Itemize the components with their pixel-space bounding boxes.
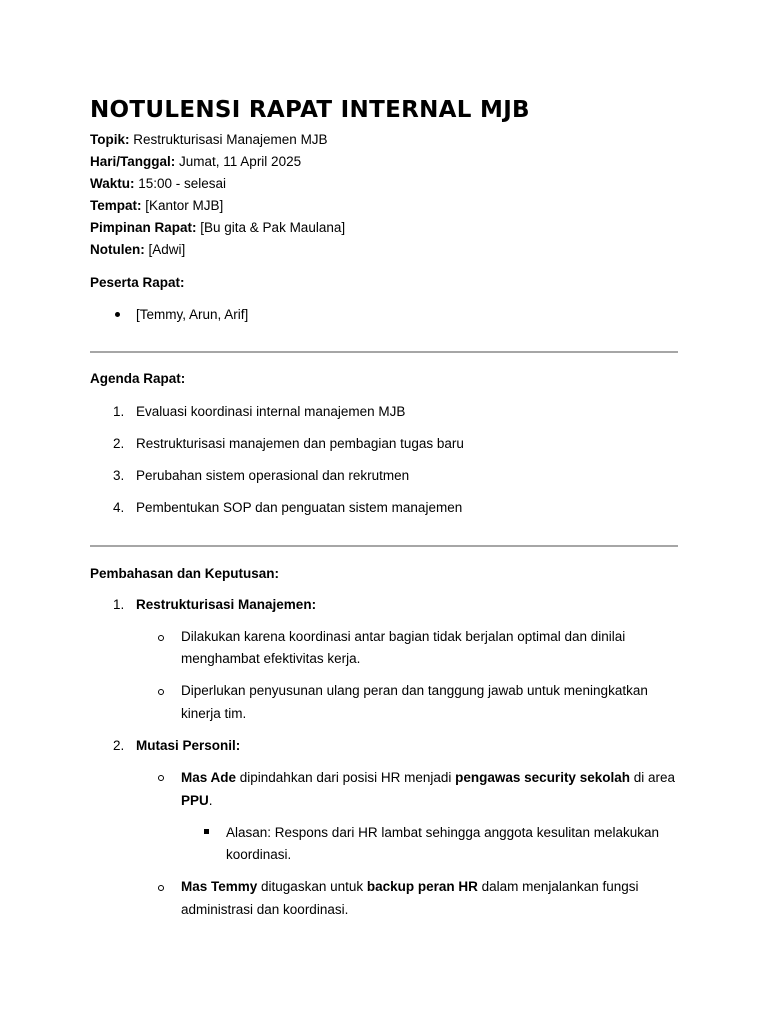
text-segment: di area [629, 770, 675, 785]
meta-value: [Bu gita & Pak Maulana] [196, 220, 346, 235]
text-segment: ditugaskan untuk [257, 879, 367, 894]
meta-label: Hari/Tanggal: [90, 154, 176, 169]
meta-value: [Kantor MJB] [141, 198, 224, 213]
meta-topik [90, 129, 345, 151]
list-item-line: kinerja tim. [181, 706, 247, 721]
meta-label: Pimpinan Rapat: [90, 220, 197, 235]
horizontal-divider [90, 351, 678, 353]
circle-bullet-icon [158, 885, 164, 891]
agenda-heading: Agenda Rapat: [90, 371, 186, 386]
list-number: 2. [113, 738, 125, 753]
meta-value: Jumat, 11 April 2025 [175, 154, 302, 169]
meta-label: Tempat: [90, 198, 142, 213]
circle-bullet-icon [158, 635, 164, 641]
list-item-line: Alasan: Respons dari HR lambat sehingga anggota kesulitan melakukan [226, 825, 660, 840]
pembahasan-heading: Pembahasan dan Keputusan: [90, 566, 280, 581]
meeting-info [90, 129, 345, 261]
circle-bullet-icon [158, 775, 164, 781]
list-item-line [181, 790, 213, 813]
list-item-line: menghambat efektivitas kerja. [181, 651, 361, 666]
list-item-line: Diperlukan penyusunan ulang peran dan tanggung jawab untuk meningkatkan [181, 683, 648, 698]
meta-label: Waktu: [90, 176, 135, 191]
list-item-line [181, 767, 675, 790]
area-text: PPU [181, 793, 209, 808]
list-number: 2. [113, 436, 125, 451]
list-item-line [181, 876, 639, 899]
list-item-line: Dilakukan karena koordinasi antar bagian tidak berjalan optimal dan dinilai [181, 629, 626, 644]
role-text: pengawas security sekolah [455, 770, 630, 785]
list-number: 1. [113, 404, 125, 419]
text-segment: dalam menjalankan fungsi [477, 879, 639, 894]
list-number: 1. [113, 597, 125, 612]
horizontal-divider [90, 545, 678, 547]
circle-bullet-icon [158, 689, 164, 695]
meta-notulen [90, 239, 345, 261]
square-bullet-icon [204, 829, 209, 834]
bullet-icon [115, 312, 120, 317]
meta-label: Notulen: [90, 242, 145, 257]
meta-tempat [90, 195, 345, 217]
agenda-item: Pembentukan SOP dan penguatan sistem manajemen [136, 500, 463, 515]
role-text: backup peran HR [366, 879, 478, 894]
list-item-line: koordinasi. [226, 847, 292, 862]
text-segment: . [208, 793, 213, 808]
agenda-item: Evaluasi koordinasi internal manajemen MJB [136, 404, 406, 419]
meta-pimpinan [90, 217, 345, 239]
agenda-item: Perubahan sistem operasional dan rekrutmen [136, 468, 410, 483]
list-number: 4. [113, 500, 125, 515]
person-name: Mas Temmy [181, 879, 258, 894]
meta-value: Restrukturisasi Manajemen MJB [129, 132, 328, 147]
meta-hari-tanggal [90, 151, 345, 173]
agenda-item: Restrukturisasi manajemen dan pembagian tugas baru [136, 436, 464, 451]
meta-value: [Adwi] [144, 242, 186, 257]
meta-label: Topik: [90, 132, 130, 147]
peserta-heading: Peserta Rapat: [90, 275, 185, 290]
list-number: 3. [113, 468, 125, 483]
document-title: NOTULENSI RAPAT INTERNAL MJB [90, 97, 530, 123]
peserta-item: [Temmy, Arun, Arif] [136, 307, 249, 322]
section-title: Restrukturisasi Manajemen: [136, 597, 317, 612]
person-name: Mas Ade [181, 770, 237, 785]
text-segment: dipindahkan dari posisi HR menjadi [236, 770, 456, 785]
meta-value: 15:00 - selesai [134, 176, 227, 191]
list-item-line: administrasi dan koordinasi. [181, 902, 349, 917]
meta-waktu [90, 173, 345, 195]
section-title: Mutasi Personil: [136, 738, 241, 753]
